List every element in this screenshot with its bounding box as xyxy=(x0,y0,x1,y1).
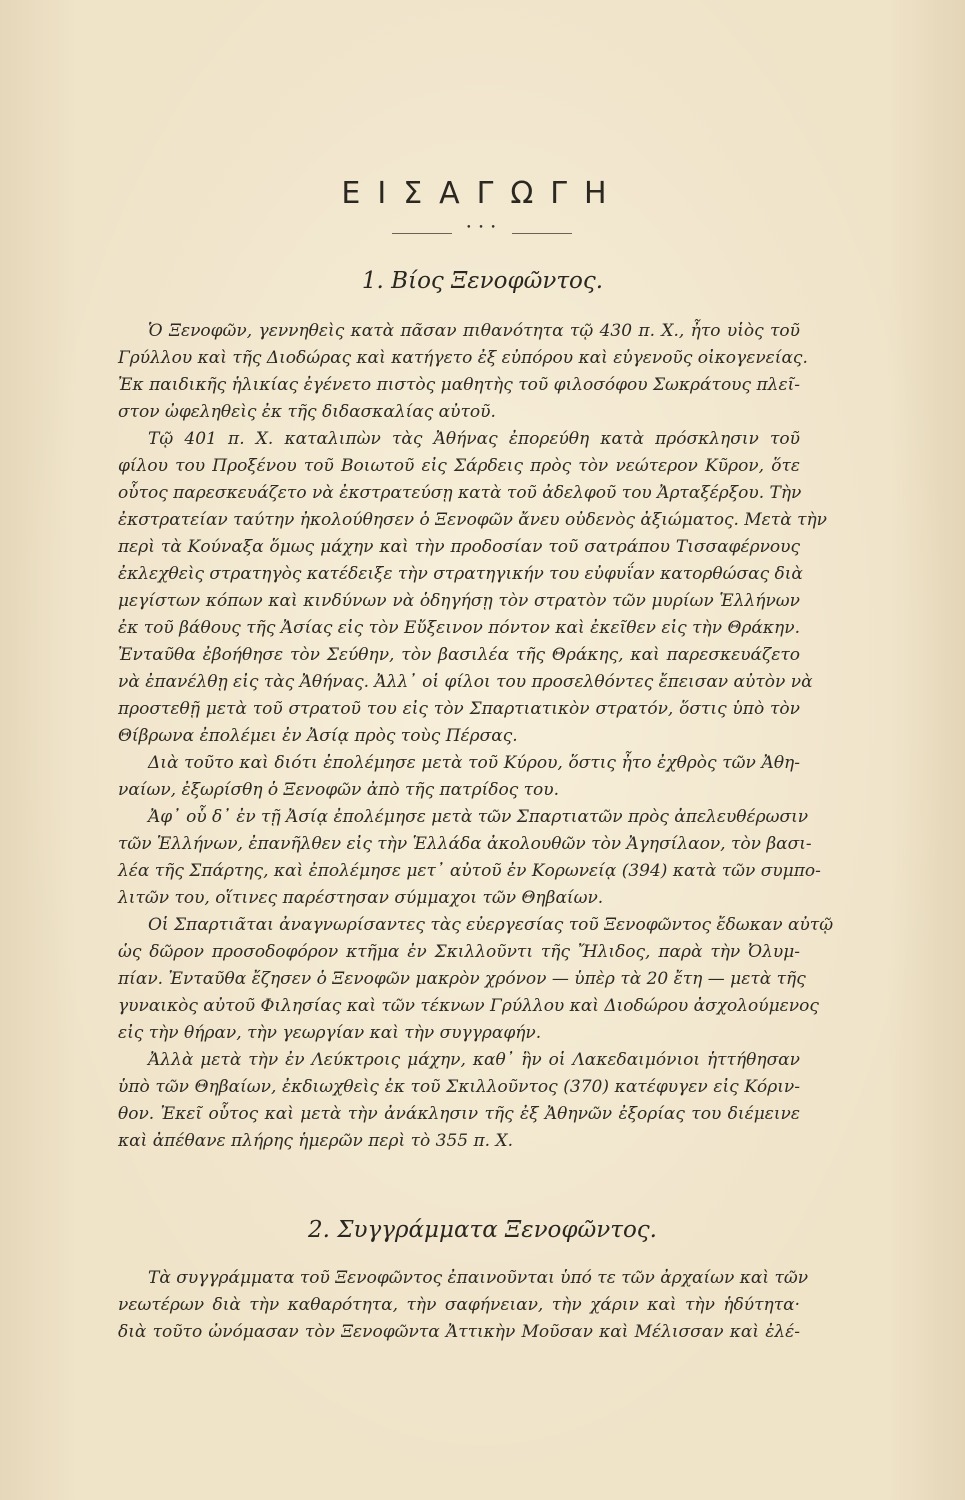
section-title-life: 1. Βίος Ξενοφῶντος. xyxy=(361,268,604,294)
chapter-heading: ΕΙΣΑΓΩΓΗ xyxy=(341,176,624,211)
text-line: λιτῶν του, οἵτινες παρέστησαν σύμμαχοι τῶν Θηβαίων. xyxy=(118,888,604,908)
text-line: ἐκ τοῦ βάθους τῆς Ἀσίας εἰς τὸν Εὔξεινον πόντον καὶ ἐκεῖθεν εἰς τὴν Θράκην. xyxy=(118,618,800,638)
text-line: Ἀφ᾽ οὗ δ᾽ ἐν τῇ Ἀσίᾳ ἐπολέμησε μετὰ τῶν Σπαρτιατῶν πρὸς ἀπελευθέρωσιν xyxy=(148,807,809,827)
text-line: Ὁ Ξενοφῶν, γεννηθεὶς κατὰ πᾶσαν πιθανότητα τῷ 430 π. Χ., ἦτο υἱὸς τοῦ xyxy=(148,321,800,341)
text-line: Τῷ 401 π. Χ. καταλιπὼν τὰς Ἀθήνας ἐπορεύθη κατὰ πρόσκλησιν τοῦ xyxy=(148,429,800,449)
text-line: ἐκλεχθεὶς στρατηγὸς κατέδειξε τὴν στρατηγικήν του εὐφυΐαν κατορθώσας διὰ xyxy=(118,564,803,584)
ornament-dots: • • • xyxy=(466,223,498,233)
text-line: περὶ τὰ Κούναξα ὅμως μάχην καὶ τὴν προδοσίαν τοῦ σατράπου Τισσαφέρνους xyxy=(118,537,800,557)
text-line: Γρύλλου καὶ τῆς Διοδώρας καὶ κατήγετο ἐξ εὐπόρου καὶ εὐγενοῦς οἰκογενείας. xyxy=(118,348,808,368)
text-line: στον ὠφεληθεὶς ἐκ τῆς διδασκαλίας αὐτοῦ. xyxy=(118,402,496,422)
text-line: Ἀλλὰ μετὰ τὴν ἐν Λεύκτροις μάχην, καθ᾽ ἣν οἱ Λακεδαιμόνιοι ἡττήθησαν xyxy=(148,1050,800,1070)
text-line: διὰ τοῦτο ὠνόμασαν τὸν Ξενοφῶντα Ἀττικὴν Μοῦσαν καὶ Μέλισσαν καὶ ἐλέ- xyxy=(118,1322,800,1342)
text-line: ὡς δῶρον προσοδοφόρον κτῆμα ἐν Σκιλλοῦντι τῆς Ἤλιδος, παρὰ τὴν Ὀλυμ- xyxy=(118,942,800,962)
text-line: Ἐκ παιδικῆς ἡλικίας ἐγένετο πιστὸς μαθητὴς τοῦ φιλοσόφου Σωκράτους πλεῖ- xyxy=(118,375,800,395)
text-line: ναίων, ἐξωρίσθη ὁ Ξενοφῶν ἀπὸ τῆς πατρίδος του. xyxy=(118,780,560,800)
text-line: Θίβρωνα ἐπολέμει ἐν Ἀσίᾳ πρὸς τοὺς Πέρσας. xyxy=(118,726,518,746)
text-line: γυναικὸς αὐτοῦ Φιλησίας καὶ τῶν τέκνων Γρύλλου καὶ Διοδώρου ἀσχολούμενος xyxy=(118,996,819,1016)
heading-ornament xyxy=(392,223,572,237)
text-line: μεγίστων κόπων καὶ κινδύνων νὰ ὁδηγήσῃ τὸν στρατὸν τῶν μυρίων Ἑλλήνων xyxy=(118,591,800,611)
ornament-rule-left xyxy=(392,233,452,234)
text-line: οὗτος παρεσκευάζετο νὰ ἐκστρατεύσῃ κατὰ τοῦ ἀδελφοῦ του Ἀρταξέρξου. Τὴν xyxy=(118,483,802,503)
text-line: Τὰ συγγράμματα τοῦ Ξενοφῶντος ἐπαινοῦνται ὑπό τε τῶν ἀρχαίων καὶ τῶν xyxy=(148,1268,809,1288)
text-line: νὰ ἐπανέλθῃ εἰς τὰς Ἀθήνας. Ἀλλ᾽ οἱ φίλοι του προσελθόντες ἔπεισαν αὐτὸν νὰ xyxy=(118,672,813,692)
text-line: ὑπὸ τῶν Θηβαίων, ἐκδιωχθεὶς ἐκ τοῦ Σκιλλοῦντος (370) κατέφυγεν εἰς Κόριν- xyxy=(118,1077,800,1097)
text-line: θον. Ἐκεῖ οὗτος καὶ μετὰ τὴν ἀνάκλησιν τῆς ἐξ Ἀθηνῶν ἐξορίας του διέμεινε xyxy=(118,1104,800,1124)
text-line: Διὰ τοῦτο καὶ διότι ἐπολέμησε μετὰ τοῦ Κύρου, ὅστις ἦτο ἐχθρὸς τῶν Ἀθη- xyxy=(148,753,800,773)
ornament-rule-right xyxy=(512,233,572,234)
text-line: εἰς τὴν θήραν, τὴν γεωργίαν καὶ τὴν συγγραφήν. xyxy=(118,1023,542,1043)
text-line: λέα τῆς Σπάρτης, καὶ ἐπολέμησε μετ᾽ αὐτοῦ ἐν Κορωνείᾳ (394) κατὰ τῶν συμπο- xyxy=(118,861,821,881)
text-line: τῶν Ἑλλήνων, ἐπανῆλθεν εἰς τὴν Ἑλλάδα ἀκολουθῶν τὸν Ἀγησίλαον, τὸν βασι- xyxy=(118,834,812,854)
text-line: πίαν. Ἐνταῦθα ἔζησεν ὁ Ξενοφῶν μακρὸν χρόνον — ὑπὲρ τὰ 20 ἔτη — μετὰ τῆς xyxy=(118,969,806,989)
text-line: Οἱ Σπαρτιᾶται ἀναγνωρίσαντες τὰς εὐεργεσίας τοῦ Ξενοφῶντος ἔδωκαν αὐτῷ xyxy=(148,915,834,935)
section-body-life xyxy=(118,318,834,1155)
section-title-writings: 2. Συγγράμματα Ξενοφῶντος. xyxy=(308,1217,657,1243)
text-line: νεωτέρων διὰ τὴν καθαρότητα, τὴν σαφήνειαν, τὴν χάριν καὶ τὴν ἡδύτητα· xyxy=(118,1295,800,1315)
section-body-writings xyxy=(118,1265,809,1346)
text-line: ἐκστρατείαν ταύτην ἠκολούθησεν ὁ Ξενοφῶν ἄνευ οὐδενὸς ἀξιώματος. Μετὰ τὴν xyxy=(118,510,828,530)
text-line: καὶ ἀπέθανε πλήρης ἡμερῶν περὶ τὸ 355 π. Χ. xyxy=(118,1131,513,1151)
text-line: φίλου του Προξένου τοῦ Βοιωτοῦ εἰς Σάρδεις πρὸς τὸν νεώτερον Κῦρον, ὅτε xyxy=(118,456,800,476)
text-line: προστεθῇ μετὰ τοῦ στρατοῦ του εἰς τὸν Σπαρτιατικὸν στρατόν, ὅστις ὑπὸ τὸν xyxy=(118,699,800,719)
text-line: Ἐνταῦθα ἐβοήθησε τὸν Σεύθην, τὸν βασιλέα τῆς Θράκης, καὶ παρεσκευάζετο xyxy=(118,645,800,665)
